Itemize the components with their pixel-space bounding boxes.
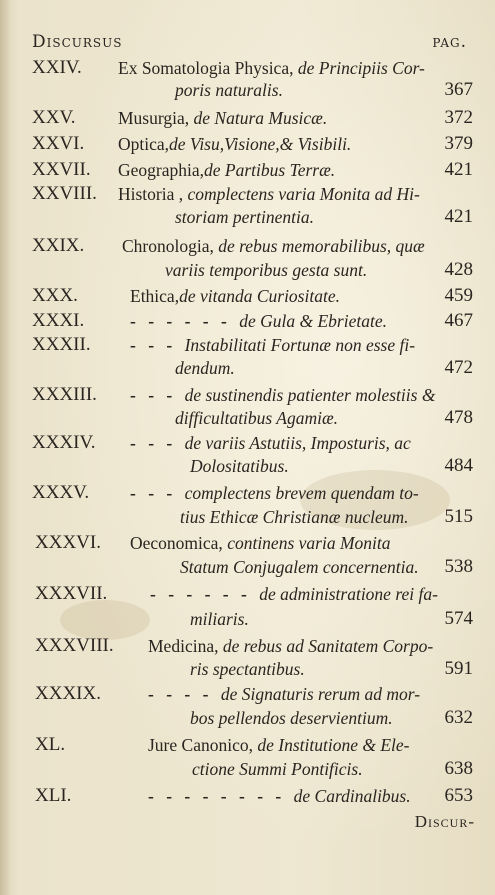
entry-description: de rebus ad Sanitatem Corpo- <box>222 636 434 656</box>
page-number: 632 <box>444 707 473 728</box>
page-number: 459 <box>444 285 473 306</box>
entry-line <box>118 58 425 79</box>
entry-line <box>190 708 393 729</box>
entry-description: de Gula & Ebrietate. <box>239 311 387 331</box>
entry-description: dendum. <box>175 358 235 378</box>
entry-number: XXXIII. <box>32 384 97 405</box>
entry-line <box>130 311 387 332</box>
entry-description: de Cardinalibus. <box>293 786 411 806</box>
entry-description: de sustinendis patienter molestiis & <box>184 385 436 405</box>
entry-subject: Medicina, <box>148 636 223 656</box>
page-number: 653 <box>444 785 473 806</box>
entry-number: XXXIX. <box>35 683 101 704</box>
entry-description: storiam pertinentia. <box>175 207 315 227</box>
page-number: 515 <box>444 506 473 527</box>
entry-line <box>148 636 433 657</box>
entry-description: Instabilitati Fortunæ non esse fi- <box>184 335 416 355</box>
entry-number: XXIV. <box>32 57 82 78</box>
page-number: 367 <box>444 79 473 100</box>
entry-description: Dolositatibus. <box>190 456 289 476</box>
entry-number: XXX. <box>32 285 78 306</box>
page-number: 421 <box>444 206 473 227</box>
entry-description: continens varia Monita <box>227 533 391 553</box>
entry-line <box>175 408 338 429</box>
entry-number: XXXI. <box>32 310 85 331</box>
entry-number: XXV. <box>32 107 76 128</box>
entry-line <box>130 335 415 356</box>
entry-description: de vitanda Curiositate. <box>179 286 340 306</box>
ditto-dashes: - - - <box>130 433 185 453</box>
entry-subject: Historia , <box>118 184 188 204</box>
entry-description: Statum Conjugalem concernentia. <box>180 557 419 577</box>
entry-line <box>190 456 289 477</box>
entry-line <box>130 483 419 504</box>
entry-description: bos pellendos deservientium. <box>190 708 393 728</box>
entry-line <box>130 286 340 307</box>
entry-line <box>180 557 419 578</box>
entry-subject: Musurgia, <box>118 108 194 128</box>
entry-line <box>130 433 411 454</box>
header-right: pag. <box>432 32 467 52</box>
entry-subject: Optica, <box>118 134 170 154</box>
entry-number: XL. <box>35 734 66 755</box>
entry-description: de Partibus Terræ. <box>204 160 336 180</box>
entry-line <box>180 507 408 528</box>
page-number: 574 <box>444 608 473 629</box>
page-header <box>32 32 467 52</box>
entry-line <box>190 609 249 630</box>
entry-number: XXVII. <box>32 159 91 180</box>
entry-description: de administratione rei fa- <box>259 584 438 604</box>
entry-line <box>118 134 351 155</box>
ditto-dashes: - - - - - - <box>150 584 260 604</box>
entry-description: tius Ethicæ Christianæ nucleum. <box>180 507 409 527</box>
entry-line <box>148 684 420 705</box>
ditto-dashes: - - - <box>130 483 185 503</box>
entry-line <box>148 786 411 807</box>
entry-description: de rebus memorabilibus, quæ <box>218 236 425 256</box>
paper-stain <box>60 600 150 640</box>
entry-description: de Principiis Cor- <box>297 58 425 78</box>
entry-number: XXVIII. <box>32 183 97 204</box>
page-number: 472 <box>444 357 473 378</box>
entry-number: XXVI. <box>32 133 85 154</box>
ditto-dashes: - - - <box>130 385 185 405</box>
page-number: 467 <box>444 310 473 331</box>
entry-description: de Natura Musicæ. <box>193 108 328 128</box>
entry-description: miliaris. <box>190 609 249 629</box>
entry-description: de Visu,Visione,& Visibili. <box>169 134 352 154</box>
entry-number: XXXII. <box>32 334 91 355</box>
entry-line <box>175 358 235 379</box>
entry-line <box>175 80 283 101</box>
entry-line <box>192 759 363 780</box>
entry-description: complectens brevem quendam to- <box>184 483 419 503</box>
page-number: 591 <box>444 658 473 679</box>
ditto-dashes: - - - <box>130 335 185 355</box>
entry-subject: Geographia, <box>118 160 205 180</box>
entry-number: XXXIV. <box>32 432 96 453</box>
entry-number: XXIX. <box>32 235 85 256</box>
ditto-dashes: - - - - <box>148 684 221 704</box>
entry-number: XLI. <box>35 785 72 806</box>
entry-subject: Oeconomica, <box>130 533 228 553</box>
page-number: 379 <box>444 133 473 154</box>
entry-description: ctione Summi Pontificis. <box>192 759 363 779</box>
entry-line <box>130 385 435 406</box>
entry-subject: Chronologia, <box>122 236 219 256</box>
entry-description: ris spectantibus. <box>190 659 305 679</box>
page-gutter-shadow <box>0 0 10 895</box>
entry-line <box>130 533 391 554</box>
page-number: 372 <box>444 107 473 128</box>
entry-number: XXXVII. <box>35 583 108 604</box>
entry-line <box>165 260 367 281</box>
entry-subject: Ethica, <box>130 286 180 306</box>
entry-description: complectens varia Monita ad Hi- <box>187 184 420 204</box>
page-number: 484 <box>444 455 473 476</box>
page-number: 428 <box>444 259 473 280</box>
entry-subject: Ex Somatologia Physica, <box>118 58 298 78</box>
entry-line <box>190 659 305 680</box>
catchword: Discur- <box>414 812 475 831</box>
entry-number: XXXV. <box>32 482 90 503</box>
page-number: 638 <box>444 758 473 779</box>
entry-description: de variis Astutiis, Imposturis, ac <box>184 433 411 453</box>
entry-line <box>122 236 425 257</box>
entry-description: poris naturalis. <box>175 80 283 100</box>
entry-line <box>118 160 335 181</box>
header-left: Discursus <box>32 32 123 52</box>
entry-description: variis temporibus gesta sunt. <box>165 260 368 280</box>
entry-line <box>118 184 420 205</box>
entry-description: de Signaturis rerum ad mor- <box>220 684 421 704</box>
page-number: 421 <box>444 159 473 180</box>
entry-description: difficultatibus Agamiæ. <box>175 408 339 428</box>
page-number: 478 <box>444 407 473 428</box>
entry-description: de Institutione & Ele- <box>257 735 410 755</box>
entry-number: XXXVI. <box>35 532 101 553</box>
ditto-dashes: - - - - - - - - <box>148 786 294 806</box>
page-number: 538 <box>444 556 473 577</box>
entry-number: XXXVIII. <box>35 635 114 656</box>
entry-line <box>150 584 438 605</box>
entry-line <box>118 108 327 129</box>
ditto-dashes: - - - - - - <box>130 311 240 331</box>
entry-line <box>148 735 409 756</box>
entry-line <box>175 207 314 228</box>
entry-subject: Jure Canonico, <box>148 735 258 755</box>
